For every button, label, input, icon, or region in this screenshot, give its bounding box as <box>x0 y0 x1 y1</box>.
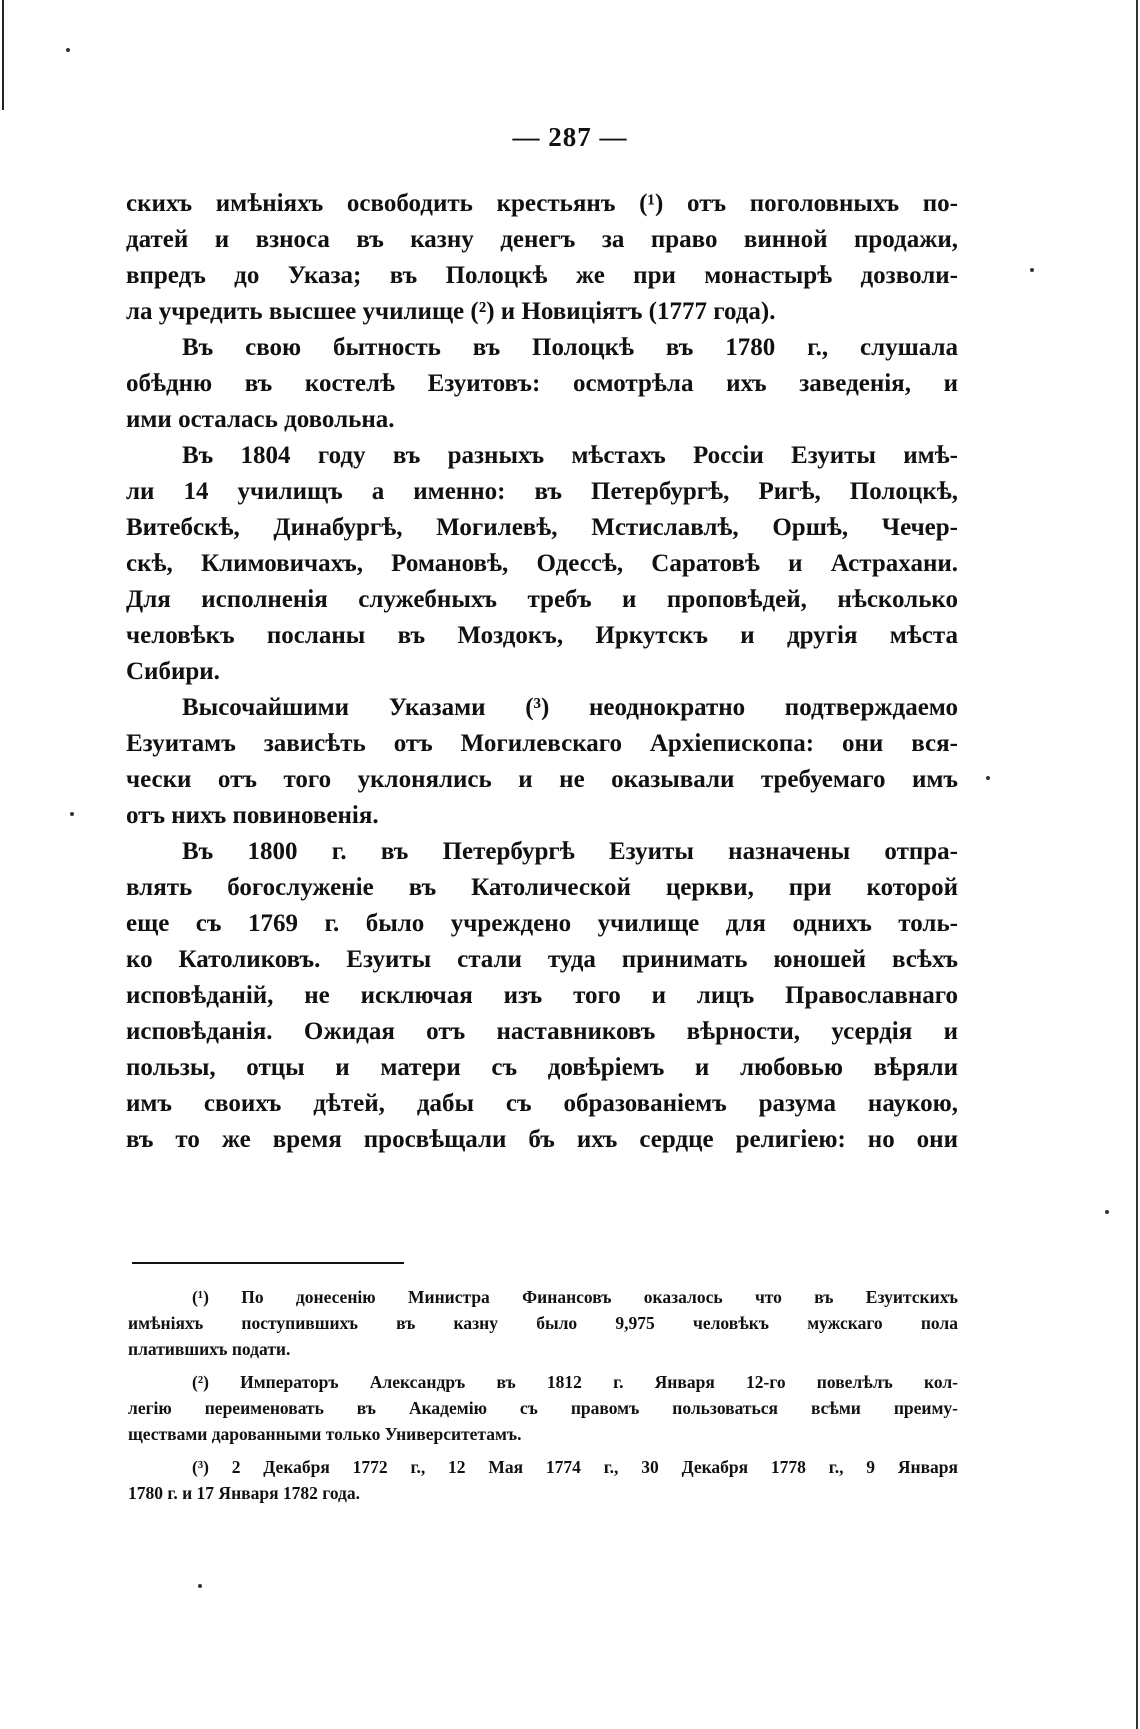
text-line: датей и взноса въ казну денегъ за право винной продажи, <box>126 226 958 253</box>
text-line: Витебскѣ, Динабургѣ, Могилевѣ, Мстиславлѣ, Оршѣ, Чечер- <box>126 514 958 541</box>
text-line: Езуитамъ зависѣть отъ Могилевскаго Архіепископа: они вся- <box>126 730 958 757</box>
text-line: Въ свою бытность въ Полоцкѣ въ 1780 г., слушала <box>182 334 958 361</box>
text-line: чески отъ того уклонялись и не оказывали требуемаго имъ <box>126 766 958 793</box>
text-line: Въ 1800 г. въ Петербургѣ Езуиты назначены отпра- <box>182 838 958 865</box>
text-line: имъ своихъ дѣтей, дабы съ образованіемъ разума наукою, <box>126 1090 958 1117</box>
text-line: обѣдню въ костелѣ Езуитовъ: осмотрѣла ихъ заведенія, и <box>126 370 958 397</box>
footnote-1 <box>128 1284 958 1362</box>
footnote-line: (³) 2 Декабря 1772 г., 12 Мая 1774 г., 30 Декабря 1778 г., 9 Января <box>192 1457 958 1477</box>
scan-speck <box>198 1584 202 1588</box>
text-line: въ то же время просвѣщали бъ ихъ сердце религіею: но они <box>126 1126 958 1153</box>
text-line: исповѣданій, не исключая изъ того и лицъ Православнаго <box>126 982 958 1009</box>
text-line: скихъ имѣніяхъ освободить крестьянъ (¹) отъ поголовныхъ по- <box>126 190 958 217</box>
paragraph <box>126 438 958 690</box>
scan-speck <box>1105 1210 1109 1214</box>
text-line: еще съ 1769 г. было учреждено училище для однихъ толь- <box>126 910 958 937</box>
footnote-line: (²) Императоръ Александръ въ 1812 г. Января 12-го повелѣлъ кол- <box>192 1372 958 1392</box>
scan-right-edge <box>1136 0 1138 1729</box>
text-line: ла учредить высшее училище (²) и Новиціятъ (1777 года). <box>126 298 776 325</box>
scan-speck <box>70 812 74 816</box>
paragraph <box>126 834 958 1158</box>
footnote-separator <box>132 1262 404 1264</box>
footnote-2 <box>128 1369 958 1447</box>
text-line: ли 14 училищъ а именно: въ Петербургѣ, Ригѣ, Полоцкѣ, <box>126 478 958 505</box>
paragraph <box>126 330 958 438</box>
text-line: ими осталась довольна. <box>126 406 395 433</box>
footnote-line: 1780 г. и 17 Января 1782 года. <box>128 1483 361 1503</box>
footnote-line: имѣніяхъ поступившихъ въ казну было 9,975 человѣкъ мужскаго пола <box>128 1313 958 1333</box>
text-line: человѣкъ посланы въ Моздокъ, Иркутскъ и другія мѣста <box>126 622 958 649</box>
footnote-3 <box>128 1454 958 1506</box>
footnote-line: легію переименовать въ Академію съ правомъ пользоваться всѣми преиму- <box>128 1398 958 1418</box>
text-line: впредъ до Указа; въ Полоцкѣ же при монастырѣ дозволи- <box>126 262 958 289</box>
scan-speck <box>986 776 990 780</box>
scan-speck <box>66 48 70 52</box>
scan-speck <box>1030 268 1034 272</box>
text-line: Для исполненія служебныхъ требъ и проповѣдей, нѣсколько <box>126 586 958 613</box>
text-line: отъ нихъ повиновенія. <box>126 802 379 829</box>
text-line: ко Католиковъ. Езуиты стали туда принимать юношей всѣхъ <box>126 946 958 973</box>
body-text <box>126 186 958 1158</box>
text-line: Высочайшими Указами (³) неоднократно подтверждаемо <box>182 694 958 721</box>
text-line: исповѣданія. Ожидая отъ наставниковъ вѣрности, усердія и <box>126 1018 958 1045</box>
paragraph <box>126 186 958 330</box>
page-number: — 287 — <box>512 122 628 152</box>
footnote-line: платившихъ подати. <box>128 1339 291 1359</box>
text-line: влять богослуженіе въ Католической церкви, при которой <box>126 874 958 901</box>
footnote-line: (¹) По донесенію Министра Финансовъ оказалось что въ Езуитскихъ <box>192 1287 958 1307</box>
text-line: Въ 1804 году въ разныхъ мѣстахъ Россіи Езуиты имѣ- <box>182 442 958 469</box>
footnotes <box>128 1284 958 1506</box>
text-line: скѣ, Климовичахъ, Романовѣ, Одессѣ, Саратовѣ и Астрахани. <box>126 550 958 577</box>
paragraph <box>126 690 958 834</box>
text-line: пользы, отцы и матери съ довѣріемъ и любовью вѣряли <box>126 1054 958 1081</box>
footnote-line: ществами дарованными только Университетамъ. <box>128 1424 522 1444</box>
text-line: Сибири. <box>126 658 220 685</box>
scan-left-edge <box>2 0 4 110</box>
